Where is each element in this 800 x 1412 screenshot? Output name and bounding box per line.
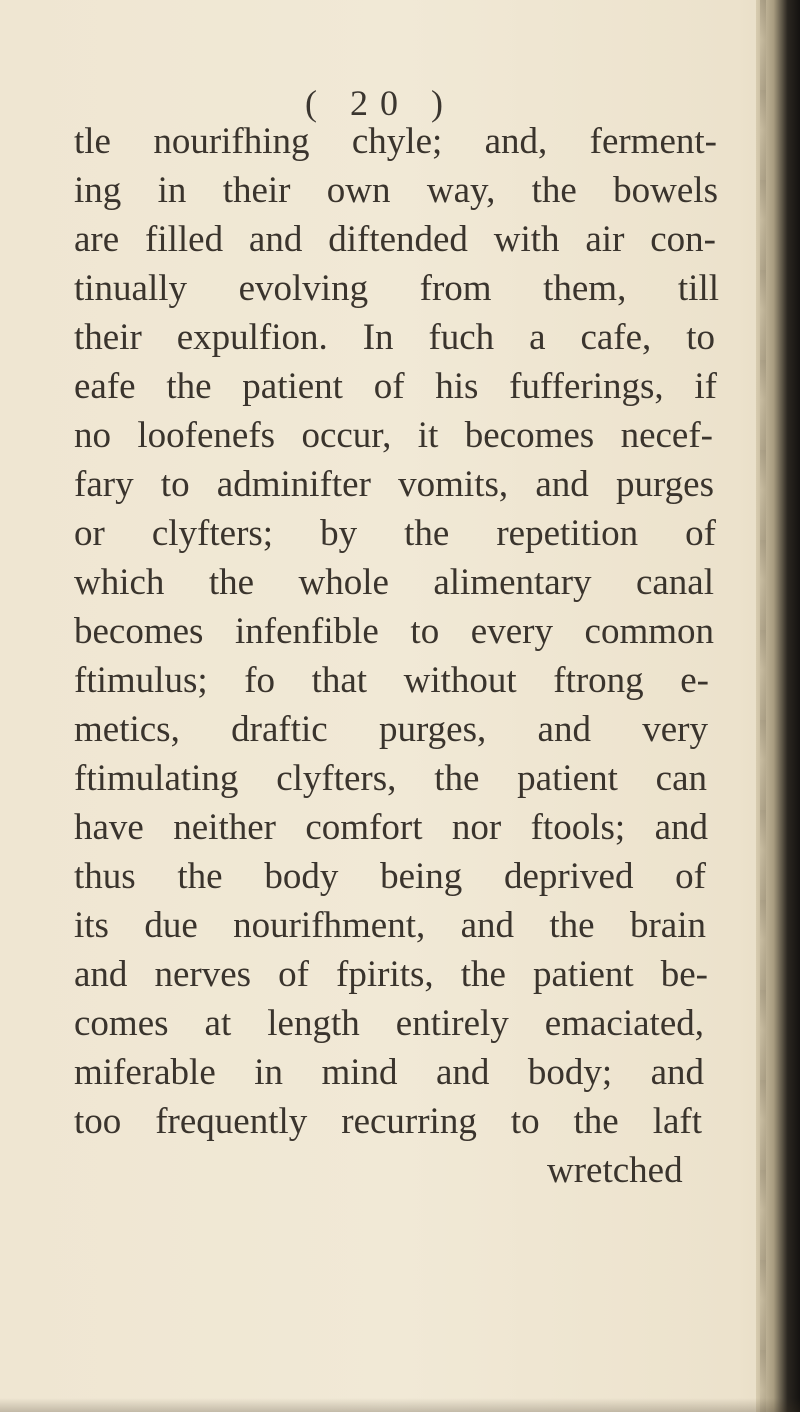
text-line: comes at length entirely emaciated,: [74, 1003, 704, 1044]
catchword: wretched: [547, 1150, 683, 1191]
text-line: becomes infenfible to every common: [74, 611, 714, 652]
text-line: its due nourifhment, and the brain: [74, 905, 706, 946]
text-line: eafe the patient of his fufferings, if: [74, 366, 717, 407]
page-edge-shadow: [0, 1398, 800, 1412]
text-line: no loofenefs occur, it becomes necef-: [74, 415, 713, 456]
text-line: and nerves of fpirits, the patient be-: [74, 954, 708, 995]
text-line: ing in their own way, the bowels: [74, 170, 718, 211]
text-line: ftimulus; fo that without ftrong e-: [74, 660, 709, 701]
text-line: have neither comfort nor ftools; and: [74, 807, 708, 848]
text-line: or clyfters; by the repetition of: [74, 513, 716, 554]
text-line: metics, draftic purges, and very: [74, 709, 708, 750]
text-line: fary to adminifter vomits, and purges: [74, 464, 714, 505]
text-line: which the whole alimentary canal: [74, 562, 714, 603]
text-line: miferable in mind and body; and: [74, 1052, 704, 1093]
text-line: too frequently recurring to the laft: [74, 1101, 702, 1142]
text-line: thus the body being deprived of: [74, 856, 706, 897]
text-line: their expulfion. In fuch a cafe, to: [74, 317, 715, 358]
text-line: tle nourifhing chyle; and, ferment-: [74, 121, 717, 162]
text-line: ftimulating clyfters, the patient can: [74, 758, 707, 799]
text-line: tinually evolving from them, till: [74, 268, 719, 309]
book-spine-gutter: [756, 0, 800, 1412]
page-number: ( 20 ): [305, 83, 455, 123]
text-line: are filled and diftended with air con-: [74, 219, 716, 260]
